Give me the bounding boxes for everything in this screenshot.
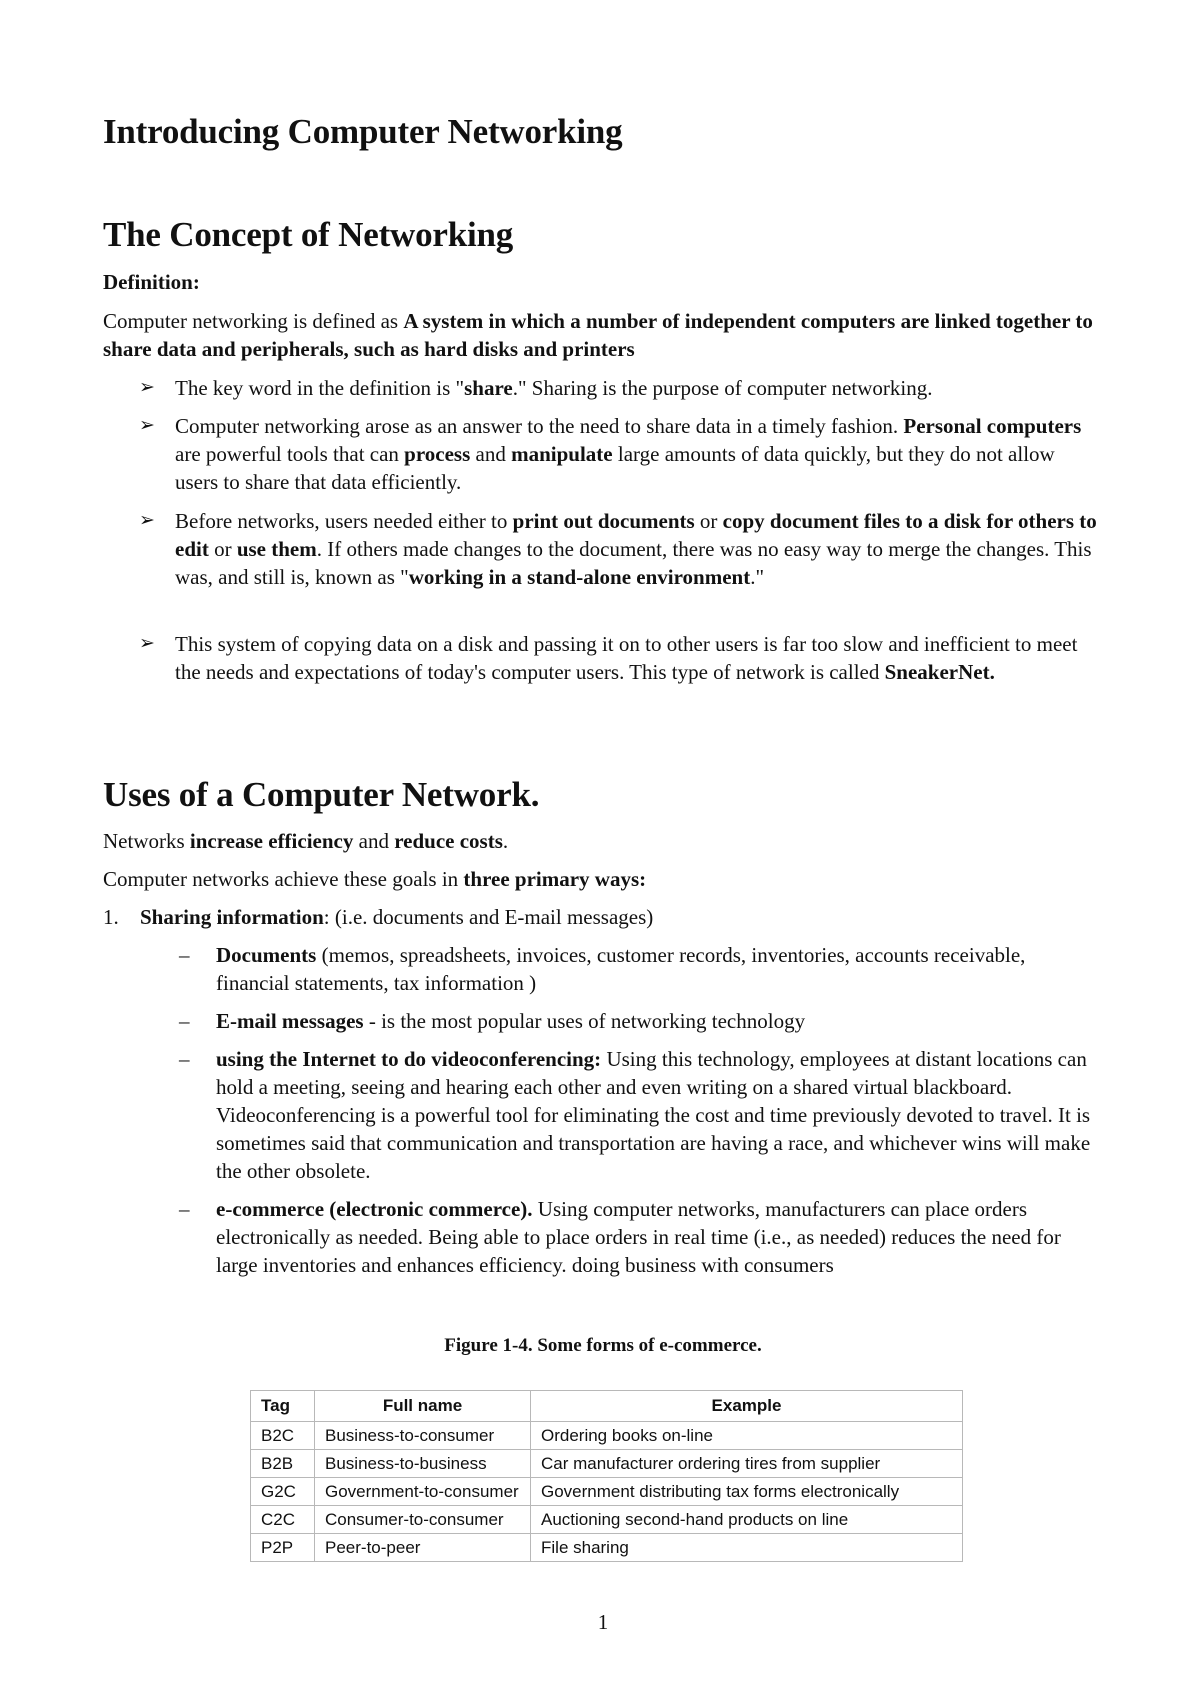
dash-bullet-icon: – <box>179 943 190 967</box>
list-item: ➢ Before networks, users needed either to print out documents or copy document files to a disk for others to edit or use them. If others made changes to the document, there was no easy way to merge the changes. This was, and still is, known as "working in a stand-alone environment." <box>139 509 1097 589</box>
table-cell: Government-to-consumer <box>315 1478 531 1506</box>
table-row <box>251 1478 963 1506</box>
table-cell: Business-to-business <box>315 1450 531 1478</box>
section-heading-uses: Uses of a Computer Network. <box>103 775 540 814</box>
table-cell: B2C <box>251 1422 315 1450</box>
uses-paragraph-1: Networks increase efficiency and reduce costs. <box>103 829 509 853</box>
definition-label: Definition: <box>103 270 200 294</box>
table-row <box>251 1534 963 1562</box>
dash-bullet-icon: – <box>179 1009 190 1033</box>
column-header-example: Example <box>531 1391 963 1422</box>
table-cell: Auctioning second-hand products on line <box>531 1506 963 1534</box>
definition-paragraph: Computer networking is defined as A system in which a number of independent computers are linked together to share data and peripherals, such as hard disks and printers <box>103 309 1093 361</box>
table-cell: C2C <box>251 1506 315 1534</box>
table-cell: G2C <box>251 1478 315 1506</box>
column-header-tag: Tag <box>251 1391 315 1422</box>
figure-caption: Figure 1-4. Some forms of e-commerce. <box>444 1335 762 1356</box>
sub-list-item: – using the Internet to do videoconferencing: Using this technology, employees at distant locations can hold a meeting, seeing and hearing each other and even writing on a shared virtual blackboard. Videoconferencing is a powerful tool for eliminating the cost and time previously devoted to travel. It is sometimes said that communication and transportation are having a race, and whichever wins will make the other obsolete. <box>179 1047 1091 1183</box>
table-header-row <box>251 1391 963 1422</box>
table-row <box>251 1422 963 1450</box>
arrowhead-bullet-icon: ➢ <box>139 415 155 436</box>
dash-bullet-icon: – <box>179 1197 190 1221</box>
section-heading-concept: The Concept of Networking <box>103 215 514 254</box>
sub-list-item: – Documents (memos, spreadsheets, invoices, customer records, inventories, accounts receivable, financial statements, tax information ) <box>179 943 1026 995</box>
table-cell: Government distributing tax forms electronically <box>531 1478 963 1506</box>
list-item: ➢ Computer networking arose as an answer to the need to share data in a timely fashion. Personal computers are powerful tools that can process and manipulate large amounts of data quickly, but they do not allow users to share that data efficiently. <box>139 414 1082 494</box>
numbered-item: 1. Sharing information: (i.e. documents and E-mail messages) <box>103 905 654 929</box>
table-cell: Business-to-consumer <box>315 1422 531 1450</box>
column-header-full-name: Full name <box>315 1391 531 1422</box>
sub-list-item: – e-commerce (electronic commerce). Using computer networks, manufacturers can place orders electronically as needed. Being able to place orders in real time (i.e., as needed) reduces the need for large inventories and enhances efficiency. doing business with consumers <box>179 1197 1061 1277</box>
table-cell: Consumer-to-consumer <box>315 1506 531 1534</box>
list-item: ➢ This system of copying data on a disk and passing it on to other users is far too slow and inefficient to meet the needs and expectations of today's computer users. This type of network is called SneakerNet. <box>139 632 1078 684</box>
table-cell: Car manufacturer ordering tires from supplier <box>531 1450 963 1478</box>
table-row <box>251 1450 963 1478</box>
dash-bullet-icon: – <box>179 1047 190 1071</box>
table-cell: Ordering books on-line <box>531 1422 963 1450</box>
document-title: Introducing Computer Networking <box>103 112 623 151</box>
ecommerce-table <box>250 1390 963 1562</box>
page-number: 1 <box>597 1610 609 1634</box>
table-cell: File sharing <box>531 1534 963 1562</box>
table-cell: B2B <box>251 1450 315 1478</box>
arrowhead-bullet-icon: ➢ <box>139 510 155 531</box>
table-cell: Peer-to-peer <box>315 1534 531 1562</box>
arrowhead-bullet-icon: ➢ <box>139 377 155 398</box>
uses-paragraph-2: Computer networks achieve these goals in three primary ways: <box>103 867 647 891</box>
arrowhead-bullet-icon: ➢ <box>139 633 155 654</box>
table-row <box>251 1506 963 1534</box>
list-item: ➢ The key word in the definition is "share." Sharing is the purpose of computer networking. <box>139 376 933 400</box>
sub-list-item: – E-mail messages - is the most popular uses of networking technology <box>179 1009 806 1033</box>
table-cell: P2P <box>251 1534 315 1562</box>
